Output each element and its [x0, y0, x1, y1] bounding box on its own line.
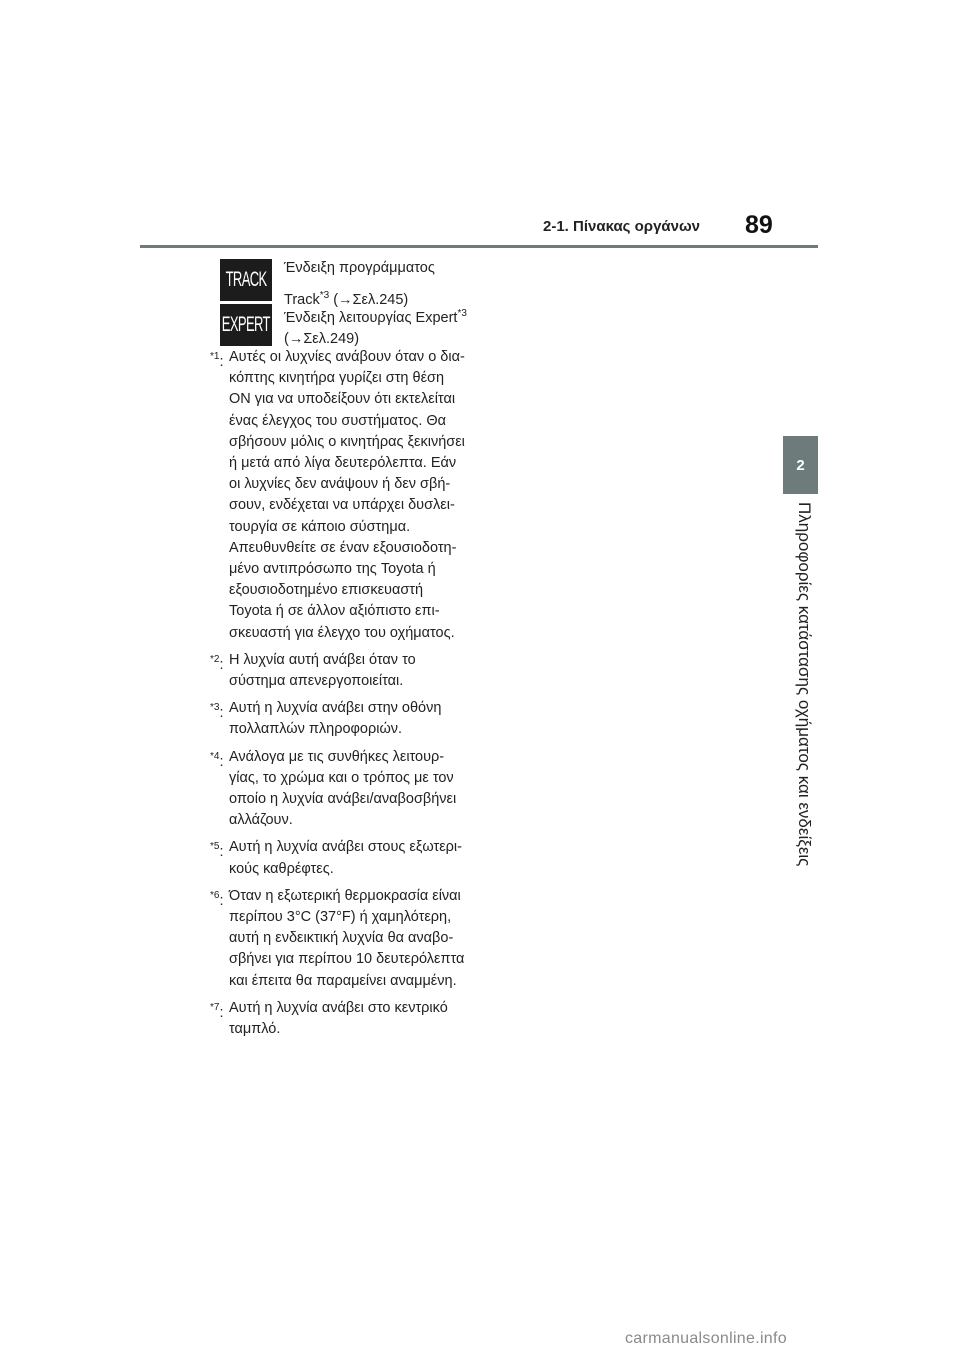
footnote-line: Toyota ή σε άλλον αξιόπιστο επι- — [229, 603, 440, 620]
footnote-line: Η λυχνία αυτή ανάβει όταν το — [229, 651, 416, 668]
footnote-mark: $^{*2}$: — [210, 653, 224, 673]
footnote — [210, 886, 480, 992]
chapter-title: Πληροφορίες κατάστασης οχήματος και ενδείξεις — [795, 502, 814, 867]
footnote — [210, 698, 480, 740]
footnote-line: Αυτές οι λυχνίες ανάβουν όταν ο δια- — [229, 349, 465, 365]
page-number: 89 — [745, 211, 773, 239]
footnote-line: γίας, το χρώμα και ο τρόπος με τον — [229, 769, 454, 786]
footnote-mark: $^{*5}$: — [210, 841, 224, 861]
track-indicator-line1: Ένδειξη προγράμματος — [284, 260, 435, 276]
footnote-line: πολλαπλών πληροφοριών. — [229, 721, 403, 738]
footnote-line: και έπειτα θα παραμείνει αναμμένη. — [229, 972, 457, 989]
footnote-mark: $^{*4}$: — [210, 750, 224, 770]
footnote-line: αυτή η ενδεικτική λυχνία θα αναβο- — [229, 930, 454, 947]
footnotes — [210, 347, 480, 1046]
footnote-text — [229, 837, 480, 879]
footnote-line: οποίο η λυχνία ανάβει/αναβοσβήνει — [229, 791, 457, 808]
footnote-line: τουργία σε κάποιο σύστημα. — [229, 518, 411, 535]
chapter-tab[interactable]: 2 — [783, 436, 818, 494]
footnote-line: κούς καθρέφτες. — [229, 860, 334, 877]
footnote-line: σβήνει για περίπου 10 δευτερόλεπτα — [229, 951, 465, 968]
footnote — [210, 837, 480, 879]
expert-indicator-description — [284, 303, 467, 350]
footnote-line: Αυτή η λυχνία ανάβει στο κεντρικό — [229, 999, 448, 1016]
footnote-text — [229, 347, 480, 644]
footnote-line: ταμπλό. — [229, 1021, 281, 1038]
footnote-line: αλλάζουν. — [229, 812, 293, 829]
footnote-line: Αυτή η λυχνία ανάβει στους εξωτερι- — [229, 839, 462, 856]
track-indicator-line2: Track$^{*3}$ (→Σελ.245) — [284, 290, 409, 308]
footnote-line: περίπου 3°C (37°F) ή χαμηλότερη, — [229, 909, 452, 926]
footnote-text — [229, 650, 480, 692]
footnote-line: σύστημα απενεργοποιείται. — [229, 673, 404, 690]
footnote-mark: $^{*1}$: — [210, 351, 224, 370]
footnote — [210, 747, 480, 832]
footnote-text — [229, 998, 480, 1040]
footnote-line: μένο αντιπρόσωπο της Toyota ή — [229, 561, 436, 578]
footnote — [210, 650, 480, 692]
footnote-line: Απευθυνθείτε σε έναν εξουσιοδοτη- — [229, 539, 457, 556]
footnote-text — [229, 747, 480, 832]
footnote-text — [229, 886, 480, 992]
footnote-line: ή μετά από λίγα δευτερόλεπτα. Εάν — [229, 455, 457, 472]
footnote — [210, 347, 480, 644]
expert-indicator-line1: Ένδειξη λειτουργίας Expert$^{*3}$ — [284, 308, 467, 326]
track-mode-icon: TRACK — [220, 259, 272, 301]
footnote-line: οι λυχνίες δεν ανάψουν ή δεν σβή- — [229, 476, 451, 493]
footnote-text — [229, 698, 480, 740]
expert-mode-icon: EXPERT — [220, 304, 272, 346]
footnote-line: Όταν η εξωτερική θερμοκρασία είναι — [229, 887, 461, 904]
footnote — [210, 998, 480, 1040]
footnote-line: σουν, ενδέχεται να υπάρχει δυσλει- — [229, 497, 455, 514]
expert-page-ref[interactable]: (→Σελ.249) — [284, 330, 360, 347]
footnote-line: Αυτή η λυχνία ανάβει στην οθόνη — [229, 700, 442, 717]
section-title: 2-1. Πίνακας οργάνων — [543, 218, 700, 235]
footnote-line: εξουσιοδοτημένο επισκευαστή — [229, 582, 424, 599]
track-page-ref[interactable]: (→Σελ.245) — [329, 291, 409, 308]
footnote-line: Ανάλογα με τις συνθήκες λειτουρ- — [229, 748, 445, 765]
footnote-line: ON για να υποδείξουν ότι εκτελείται — [229, 391, 456, 408]
footnote-line: σβήσουν μόλις ο κινητήρας ξεκινήσει — [229, 433, 465, 450]
footnote-line: σκευαστή για έλεγχο του οχήματος. — [229, 624, 455, 641]
footnote-line: κόπτης κινητήρα γυρίζει στη θέση — [229, 370, 445, 387]
header-rule — [140, 245, 818, 248]
footnote-mark: $^{*3}$: — [210, 702, 224, 722]
footnote-line: ένας έλεγχος του συστήματος. Θα — [229, 412, 447, 429]
watermark: carmanualsonline.info — [625, 1330, 787, 1347]
footnote-mark: $^{*6}$: — [210, 889, 224, 909]
footnote-mark: $^{*7}$: — [210, 1001, 224, 1021]
